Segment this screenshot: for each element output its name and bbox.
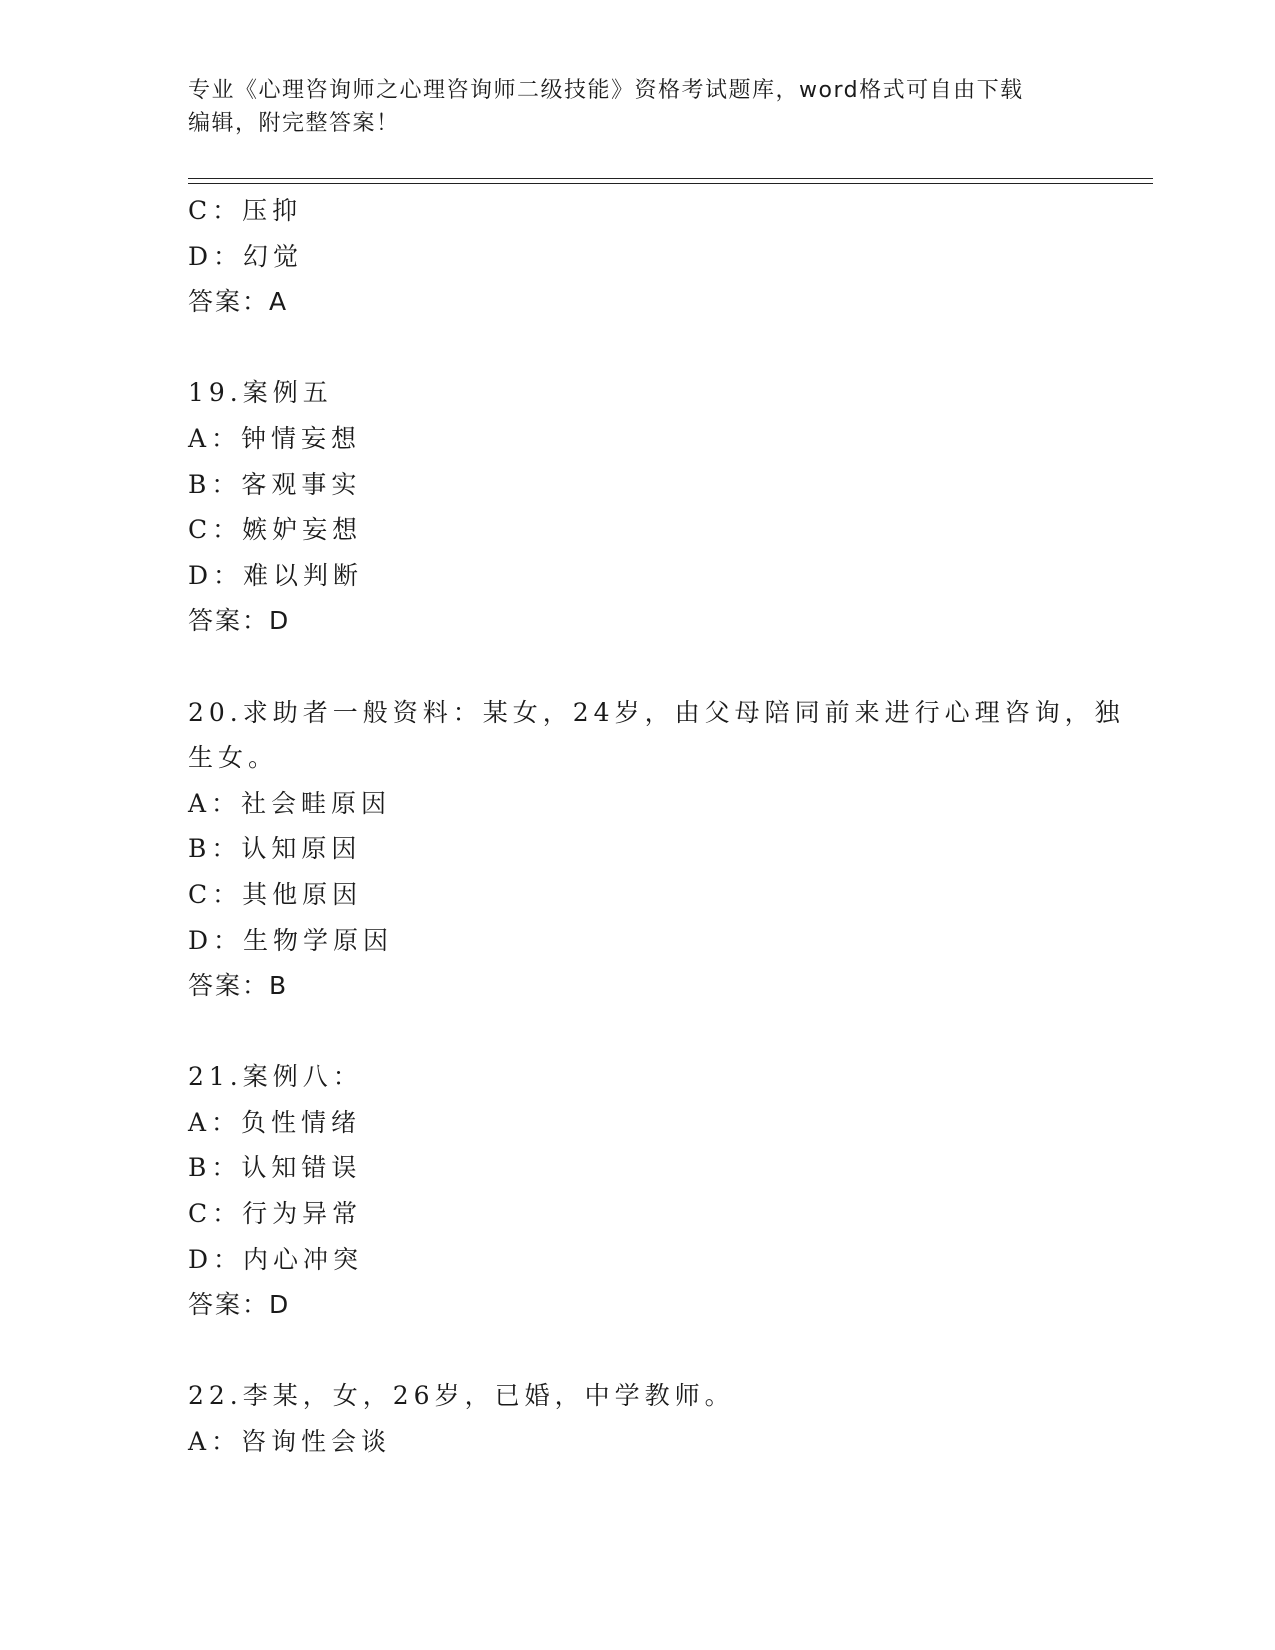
question-22 [188, 1373, 1088, 1464]
answer: 答案：B [188, 971, 289, 1001]
answer: 答案：D [188, 1290, 291, 1320]
question-19 [188, 370, 1088, 644]
option-a: A：社会畦原因 [188, 788, 392, 818]
question-text: 21.案例八： [188, 1062, 363, 1092]
spacer [188, 1009, 1088, 1055]
option-b: B：认知错误 [188, 1153, 362, 1183]
option-b: B：客观事实 [188, 469, 362, 499]
option-c: C：行为异常 [188, 1199, 363, 1229]
option-b: B：认知原因 [188, 834, 362, 864]
answer: 答案：A [188, 287, 289, 317]
option-a: A：钟情妄想 [188, 423, 362, 453]
question-text: 19.案例五 [188, 378, 333, 408]
option-c: C：嫉妒妄想 [188, 515, 363, 545]
option-c: C：压抑 [188, 196, 303, 225]
spacer [188, 325, 1088, 371]
spacer [188, 1328, 1088, 1374]
header-divider-top [188, 178, 1153, 179]
header-line-1: 专业《心理咨询师之心理咨询师二级技能》资格考试题库，word格式可自由下载 [188, 78, 1024, 103]
option-d: D：难以判断 [188, 560, 364, 590]
option-d: D：幻觉 [188, 241, 304, 271]
question-list [188, 188, 1125, 1465]
option-a: A：咨询性会谈 [188, 1427, 392, 1457]
question-18 [188, 188, 1088, 325]
document-header [188, 74, 1068, 140]
question-text-line-2: 生女。 [188, 743, 279, 773]
header-divider-bottom [188, 183, 1153, 184]
question-21 [188, 1054, 1088, 1328]
option-d: D：内心冲突 [188, 1244, 364, 1274]
question-text: 22.李某，女，26岁，已婚，中学教师。 [188, 1381, 735, 1411]
option-d: D：生物学原因 [188, 925, 394, 955]
question-text-line-1: 20.求助者一般资料：某女，24岁，由父母陪同前来进行心理咨询，独 [188, 697, 1125, 727]
answer: 答案：D [188, 606, 291, 636]
spacer [188, 644, 1088, 690]
option-c: C：其他原因 [188, 879, 363, 909]
header-line-2: 编辑，附完整答案！ [188, 111, 400, 136]
option-a: A：负性情绪 [188, 1107, 362, 1137]
question-20 [188, 690, 1125, 1009]
